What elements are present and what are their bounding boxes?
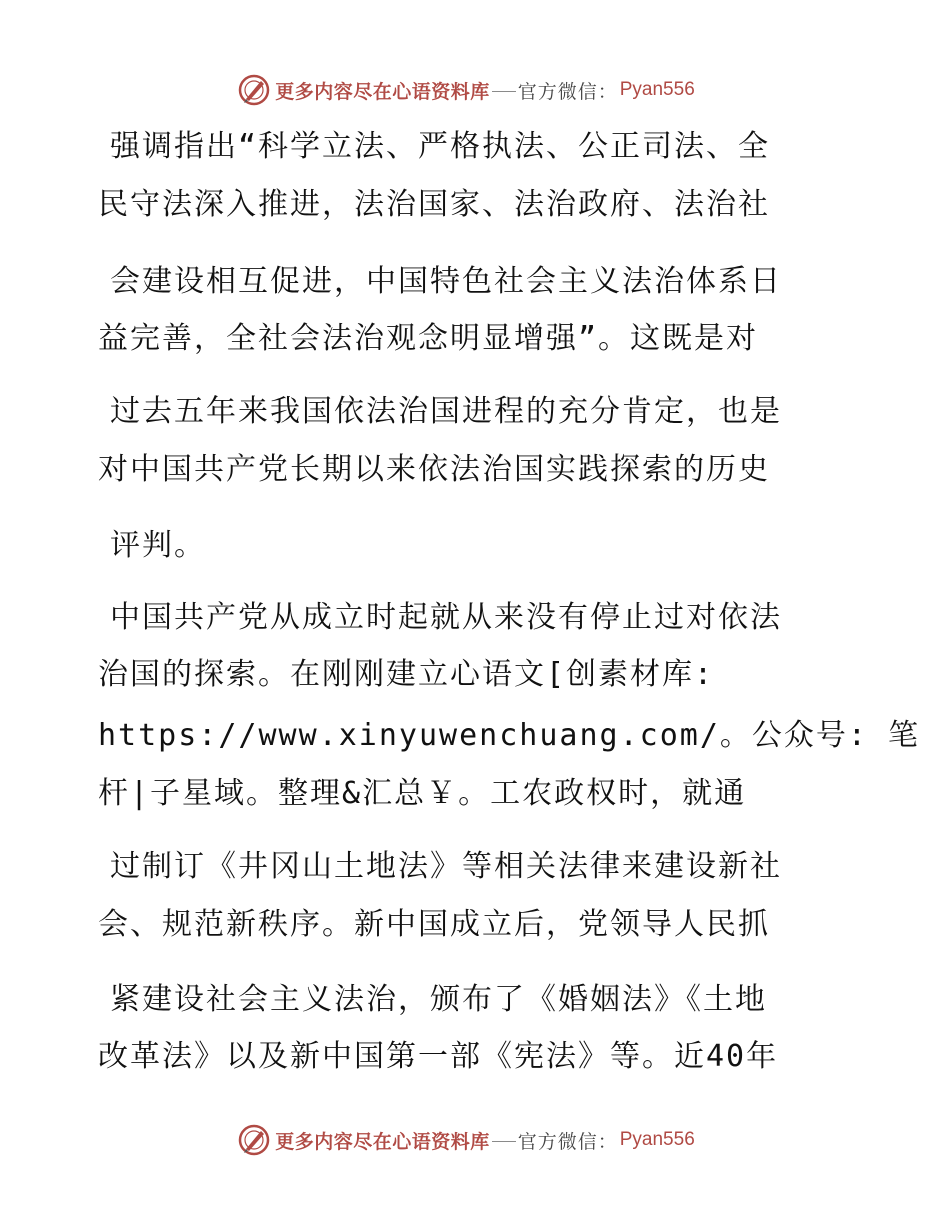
body-line: 中国共产党从成立时起就从来没有停止过对依法 [110,600,782,635]
body-line: 紧建设社会主义法治，颁布了《婚姻法》《土地 [110,982,767,1017]
quill-pen-logo-icon [237,73,271,107]
body-line: 对中国共产党长期以来依法治国实践探索的历史 [98,452,770,487]
body-line: 会建设相互促进，中国特色社会主义法治体系日 [110,264,782,299]
body-line: 评判。 [110,528,206,563]
quill-pen-logo-icon [237,1123,271,1157]
banner-brand-text: 更多内容尽在心语资料库 [275,80,490,103]
banner-wechat-id: Pyan556 [619,1129,695,1150]
banner-official-label: 官方微信： [517,80,618,103]
body-line: 益完善，全社会法治观念明显增强”。这既是对 [98,321,759,356]
body-line: 过制订《井冈山土地法》等相关法律来建设新社 [110,849,782,884]
banner-divider [492,91,516,92]
banner-wechat-id: Pyan556 [619,79,695,100]
body-line: 杆|子星域。整理&汇总￥。工农政权时，就通 [98,776,747,811]
body-line: 会、规范新秩序。新中国成立后，党领导人民抓 [98,907,770,942]
body-line: https://www.xinyuwenchuang.com/。公众号: 笔 [98,718,921,753]
body-line: 改革法》以及新中国第一部《宪法》等。近40年 [98,1039,779,1074]
body-line: 民守法深入推进，法治国家、法治政府、法治社 [98,187,770,222]
body-line: 过去五年来我国依法治国进程的充分肯定，也是 [110,394,782,429]
banner-divider [492,1141,516,1142]
footer-banner [0,1120,950,1160]
banner-brand-text: 更多内容尽在心语资料库 [275,1130,490,1153]
body-line: 强调指出“科学立法、严格执法、公正司法、全 [110,129,771,164]
header-banner [0,70,950,110]
banner-official-label: 官方微信： [517,1130,618,1153]
body-line: 治国的探索。在刚刚建立心语文[创素材库: [98,657,715,692]
